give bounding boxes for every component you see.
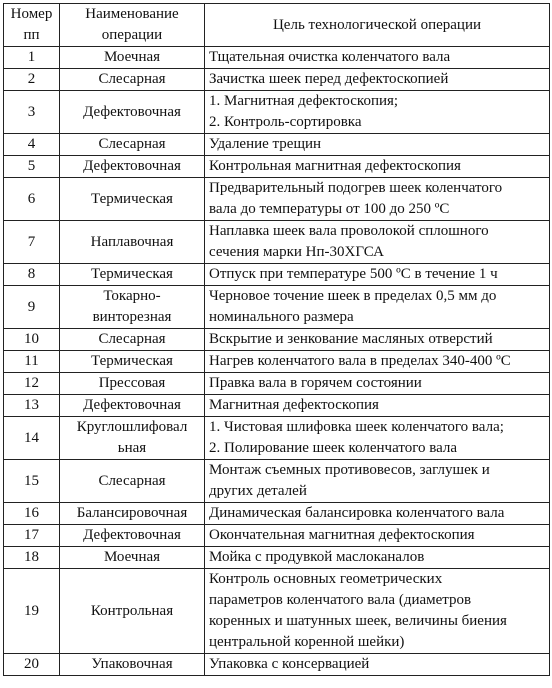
operation-name <box>60 47 205 69</box>
table-row <box>4 329 550 351</box>
operation-name-line: Круглошлифовал <box>76 419 188 435</box>
header-number-line: Номер <box>10 6 53 22</box>
operation-goal <box>205 503 550 525</box>
operation-name-line: Моечная <box>103 49 161 65</box>
operation-number: 19 <box>4 569 60 654</box>
operation-goal <box>205 47 550 69</box>
operations-table <box>3 3 550 676</box>
operation-name-line: Дефектовочная <box>83 103 181 120</box>
operation-goal-line: параметров коленчатого вала (диаметров <box>209 592 472 608</box>
operation-name-line: Слесарная <box>98 331 166 347</box>
operation-name-line: Токарно- <box>103 288 161 304</box>
operation-name <box>60 654 205 676</box>
operation-number: 1 <box>4 47 60 69</box>
operation-number: 3 <box>4 91 60 134</box>
operation-goal <box>205 264 550 286</box>
table-row <box>4 395 550 417</box>
operation-goal <box>205 329 550 351</box>
header-number <box>4 4 60 47</box>
operation-goal-line: Тщательная очистка коленчатого вала <box>209 49 451 65</box>
table-row <box>4 569 550 654</box>
table-row <box>4 417 550 460</box>
operation-goal-line: Контроль основных геометрических <box>209 571 443 587</box>
operation-name <box>60 569 205 654</box>
operation-name-line: Слесарная <box>98 136 166 152</box>
operation-number: 17 <box>4 525 60 547</box>
table-row <box>4 264 550 286</box>
table-row <box>4 525 550 547</box>
operation-name-line: Упаковочная <box>91 656 173 672</box>
operation-name-line: Прессовая <box>98 375 166 391</box>
operation-goal <box>205 417 550 460</box>
operation-number: 5 <box>4 156 60 178</box>
operation-name-line: Термическая <box>91 190 173 207</box>
operation-name <box>60 156 205 178</box>
operation-goal <box>205 69 550 91</box>
operation-name <box>60 178 205 221</box>
operation-name <box>60 395 205 417</box>
operation-name <box>60 69 205 91</box>
table-row <box>4 91 550 134</box>
operation-goal-line: Правка вала в горячем состоянии <box>209 375 422 391</box>
operation-name <box>60 221 205 264</box>
operation-number: 13 <box>4 395 60 417</box>
operation-number: 6 <box>4 178 60 221</box>
operation-number: 15 <box>4 460 60 503</box>
operation-name-line: Дефектовочная <box>83 397 181 413</box>
operation-name <box>60 351 205 373</box>
operation-number: 8 <box>4 264 60 286</box>
operation-goal <box>205 178 550 221</box>
operation-name <box>60 264 205 286</box>
table-row <box>4 351 550 373</box>
header-operation-goal: Цель технологической операции <box>205 4 550 47</box>
operation-goal-line: 2. Полирование шеек коленчатого вала <box>209 440 458 456</box>
operation-goal-line: Предварительный подогрев шеек коленчатого <box>209 180 503 196</box>
table-row <box>4 69 550 91</box>
operation-name-line: Слесарная <box>98 71 166 87</box>
header-name-line: операции <box>101 27 163 43</box>
operation-goal <box>205 134 550 156</box>
operation-goal-line: Отпуск при температуре 500 ºС в течение 1 ч <box>209 266 498 282</box>
table-row <box>4 156 550 178</box>
header-operation-name <box>60 4 205 47</box>
operation-goal <box>205 525 550 547</box>
operation-name <box>60 134 205 156</box>
operation-name <box>60 286 205 329</box>
operation-goal <box>205 460 550 503</box>
operation-goal <box>205 547 550 569</box>
operation-name <box>60 373 205 395</box>
operation-number: 7 <box>4 221 60 264</box>
table-header-row <box>4 4 550 47</box>
header-number-line: пп <box>23 27 40 43</box>
operation-goal-line: 1. Магнитная дефектоскопия; <box>209 93 399 109</box>
operation-goal-line: коренных и шатунных шеек, величины биения <box>209 613 507 629</box>
operation-goal-line: номинального размера <box>209 309 354 325</box>
operation-goal <box>205 286 550 329</box>
operation-goal-line: Наплавка шеек вала проволокой сплошного <box>209 223 489 239</box>
operation-name-line: Моечная <box>103 549 161 565</box>
operation-number: 9 <box>4 286 60 329</box>
operation-name-line: Термическая <box>91 266 173 282</box>
operation-goal-line: Зачистка шеек перед дефектоскопией <box>209 71 449 87</box>
operation-goal-line: других деталей <box>209 483 307 499</box>
operation-name-line: Дефектовочная <box>83 158 181 174</box>
table-row <box>4 654 550 676</box>
header-name-line: Наименование <box>85 6 179 22</box>
operation-goal-line: 1. Чистовая шлифовка шеек коленчатого вала; <box>209 419 504 435</box>
table-row <box>4 460 550 503</box>
operation-number: 18 <box>4 547 60 569</box>
table-row <box>4 286 550 329</box>
operation-goal-line: 2. Контроль-сортировка <box>209 114 362 130</box>
operation-number: 2 <box>4 69 60 91</box>
operation-goal <box>205 654 550 676</box>
operation-goal-line: Мойка с продувкой маслоканалов <box>209 549 425 565</box>
operation-name-line: Балансировочная <box>76 505 188 521</box>
operation-name <box>60 503 205 525</box>
operation-number: 20 <box>4 654 60 676</box>
operation-name-line: Наплавочная <box>90 233 174 250</box>
operation-name-line: Контрольная <box>90 602 174 619</box>
operation-goal-line: Монтаж съемных противовесов, заглушек и <box>209 462 490 478</box>
table-row <box>4 134 550 156</box>
operation-goal <box>205 351 550 373</box>
operation-goal-line: Нагрев коленчатого вала в пределах 340-400 ºС <box>209 353 511 369</box>
operation-name <box>60 547 205 569</box>
operation-goal-line: Упаковка с консервацией <box>209 656 370 672</box>
operation-goal-line: вала до температуры от 100 до 250 ºС <box>209 201 450 217</box>
operation-name-line: винторезная <box>92 309 172 325</box>
operation-goal-line: центральной коренной шейки) <box>209 634 405 650</box>
table-row <box>4 221 550 264</box>
operation-goal-line: Удаление трещин <box>209 136 322 152</box>
operation-name-line: Термическая <box>91 353 173 369</box>
operation-name-line: ьная <box>117 440 147 456</box>
operation-name <box>60 329 205 351</box>
table-row <box>4 547 550 569</box>
operation-goal <box>205 373 550 395</box>
operation-number: 16 <box>4 503 60 525</box>
operation-goal <box>205 221 550 264</box>
operation-goal-line: Контрольная магнитная дефектоскопия <box>209 158 461 174</box>
table-row <box>4 503 550 525</box>
operation-goal <box>205 569 550 654</box>
operation-goal <box>205 156 550 178</box>
operation-number: 14 <box>4 417 60 460</box>
operation-number: 12 <box>4 373 60 395</box>
operation-number: 4 <box>4 134 60 156</box>
table-row <box>4 47 550 69</box>
operation-goal-line: Магнитная дефектоскопия <box>209 397 379 413</box>
operation-goal <box>205 91 550 134</box>
operation-name-line: Слесарная <box>98 472 166 489</box>
operation-name <box>60 91 205 134</box>
operation-name-line: Дефектовочная <box>83 527 181 543</box>
table-row <box>4 178 550 221</box>
operation-number: 10 <box>4 329 60 351</box>
operation-goal <box>205 395 550 417</box>
table-row <box>4 373 550 395</box>
operation-goal-line: сечения марки Нп-30ХГСА <box>209 244 384 260</box>
operation-name <box>60 525 205 547</box>
operation-name <box>60 417 205 460</box>
operation-number: 11 <box>4 351 60 373</box>
operation-name <box>60 460 205 503</box>
operation-goal-line: Вскрытие и зенкование масляных отверстий <box>209 331 493 347</box>
operation-goal-line: Окончательная магнитная дефектоскопия <box>209 527 475 543</box>
operation-goal-line: Динамическая балансировка коленчатого вала <box>209 505 505 521</box>
operation-goal-line: Черновое точение шеек в пределах 0,5 мм до <box>209 288 497 304</box>
